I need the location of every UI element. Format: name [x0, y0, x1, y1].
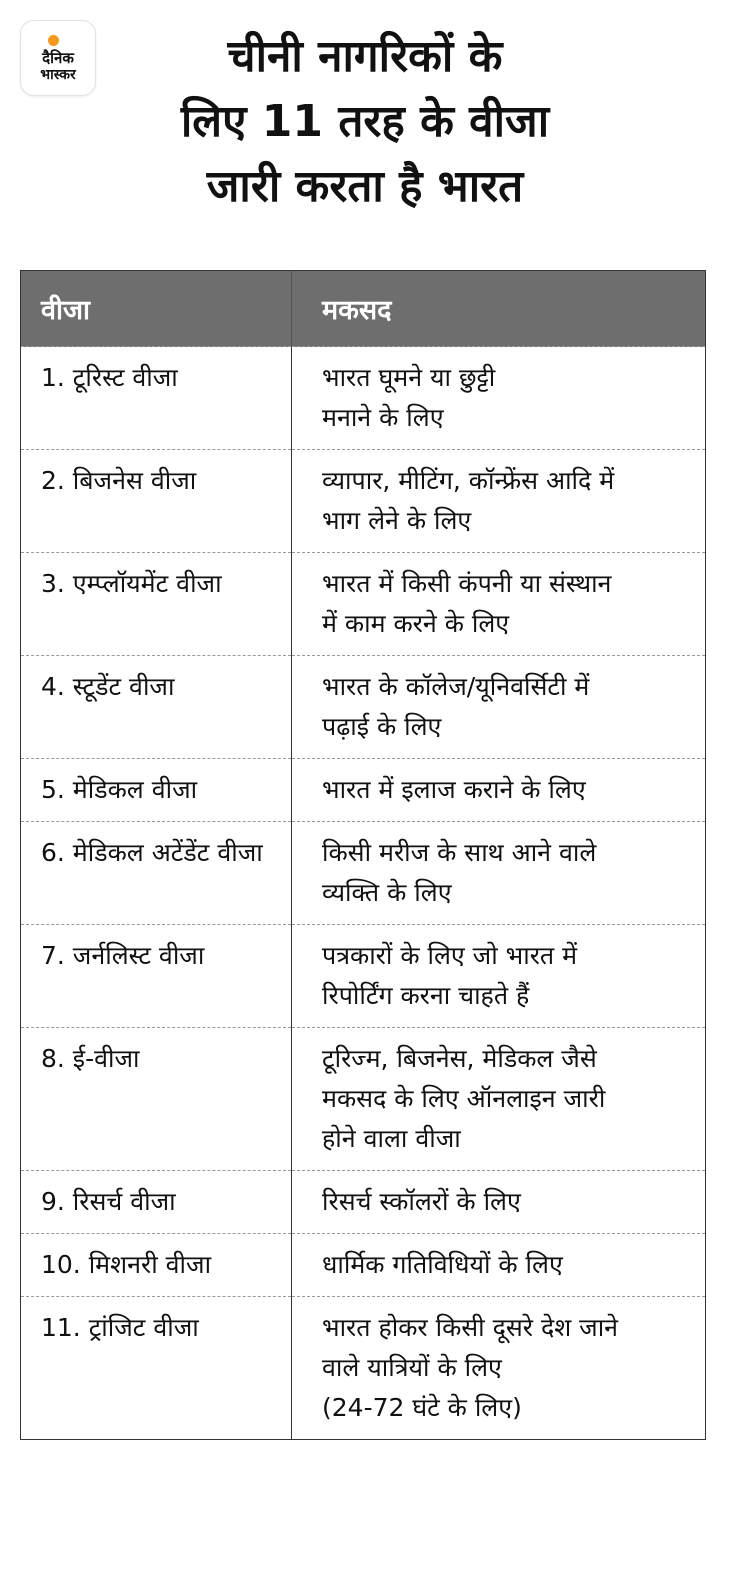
visa-purpose-cell — [292, 553, 706, 656]
visa-type-label: 9. रिसर्च वीजा — [41, 1187, 176, 1216]
purpose-line: भारत में किसी कंपनी या संस्थान — [322, 569, 612, 598]
visa-purpose-cell — [292, 656, 706, 759]
purpose-line: पत्रकारों के लिए जो भारत में — [322, 941, 578, 970]
visa-type-label: 10. मिशनरी वीजा — [41, 1250, 212, 1279]
purpose-line: होने वाला वीजा — [322, 1124, 461, 1153]
purpose-line: किसी मरीज के साथ आने वाले — [322, 838, 597, 867]
page-title — [110, 24, 620, 219]
visa-type-label: 6. मेडिकल अटेंडेंट वीजा — [41, 838, 263, 867]
visa-type-cell — [21, 1234, 292, 1297]
purpose-line: भाग लेने के लिए — [322, 506, 472, 535]
visa-type-label: 3. एम्प्लॉयमेंट वीजा — [41, 569, 222, 598]
visa-type-label: 7. जर्नलिस्ट वीजा — [41, 941, 205, 970]
visa-type-cell — [21, 822, 292, 925]
table-row — [21, 925, 706, 1028]
visa-purpose-cell — [292, 925, 706, 1028]
logo-text-line2: भास्कर — [40, 67, 76, 83]
table-row — [21, 1297, 706, 1440]
purpose-line: भारत होकर किसी दूसरे देश जाने — [322, 1313, 619, 1342]
table-row — [21, 450, 706, 553]
visa-type-cell — [21, 1171, 292, 1234]
table-row — [21, 1171, 706, 1234]
title-line-1: चीनी नागरिकों के — [227, 31, 503, 82]
table-row — [21, 822, 706, 925]
purpose-line: धार्मिक गतिविधियों के लिए — [322, 1250, 563, 1279]
visa-type-label: 11. ट्रांजिट वीजा — [41, 1313, 199, 1342]
table-row — [21, 759, 706, 822]
visa-type-cell — [21, 656, 292, 759]
logo-text-line1: दैनिक — [42, 49, 74, 67]
visa-type-label: 1. टूरिस्ट वीजा — [41, 363, 178, 392]
table-body — [21, 347, 706, 1440]
purpose-line: पढ़ाई के लिए — [322, 712, 442, 741]
visa-type-cell — [21, 347, 292, 450]
title-line-2: लिए 11 तरह के वीजा — [180, 96, 550, 147]
column-header-visa: वीजा — [21, 271, 292, 347]
visa-type-label: 5. मेडिकल वीजा — [41, 775, 198, 804]
table-row — [21, 656, 706, 759]
table-row — [21, 1028, 706, 1171]
visa-type-label: 4. स्टूडेंट वीजा — [41, 672, 175, 701]
purpose-line: वाले यात्रियों के लिए — [322, 1353, 502, 1382]
visa-type-cell — [21, 553, 292, 656]
title-line-3: जारी करता है भारत — [206, 161, 524, 212]
visa-type-label: 8. ई-वीजा — [41, 1044, 140, 1073]
table-row — [21, 347, 706, 450]
table-header-row — [21, 271, 706, 347]
purpose-line: भारत के कॉलेज/यूनिवर्सिटी में — [322, 672, 590, 701]
purpose-line: रिपोर्टिंग करना चाहते हैं — [322, 981, 530, 1010]
table-row — [21, 1234, 706, 1297]
visa-type-cell — [21, 925, 292, 1028]
logo-dot — [48, 35, 59, 46]
visa-purpose-cell — [292, 822, 706, 925]
visa-type-cell — [21, 759, 292, 822]
purpose-line: भारत में इलाज कराने के लिए — [322, 775, 586, 804]
purpose-line: मकसद के लिए ऑनलाइन जारी — [322, 1084, 606, 1113]
purpose-line: मनाने के लिए — [322, 403, 444, 432]
table-row — [21, 553, 706, 656]
visa-type-cell — [21, 450, 292, 553]
purpose-line: व्यापार, मीटिंग, कॉन्फ्रेंस आदि में — [322, 466, 615, 495]
dainik-bhaskar-logo — [20, 20, 96, 96]
purpose-line: में काम करने के लिए — [322, 609, 510, 638]
purpose-line: रिसर्च स्कॉलरों के लिए — [322, 1187, 521, 1216]
purpose-line: व्यक्ति के लिए — [322, 878, 452, 907]
column-header-purpose: मकसद — [292, 271, 706, 347]
visa-table — [20, 270, 706, 1440]
visa-purpose-cell — [292, 1171, 706, 1234]
visa-type-label: 2. बिजनेस वीजा — [41, 466, 197, 495]
visa-type-cell — [21, 1028, 292, 1171]
purpose-line: (24-72 घंटे के लिए) — [322, 1393, 522, 1422]
visa-purpose-cell — [292, 347, 706, 450]
visa-purpose-cell — [292, 450, 706, 553]
purpose-line: भारत घूमने या छुट्टी — [322, 363, 496, 392]
visa-purpose-cell — [292, 759, 706, 822]
visa-purpose-cell — [292, 1028, 706, 1171]
visa-purpose-cell — [292, 1234, 706, 1297]
visa-purpose-cell — [292, 1297, 706, 1440]
purpose-line: टूरिज्म, बिजनेस, मेडिकल जैसे — [322, 1044, 597, 1073]
visa-type-cell — [21, 1297, 292, 1440]
